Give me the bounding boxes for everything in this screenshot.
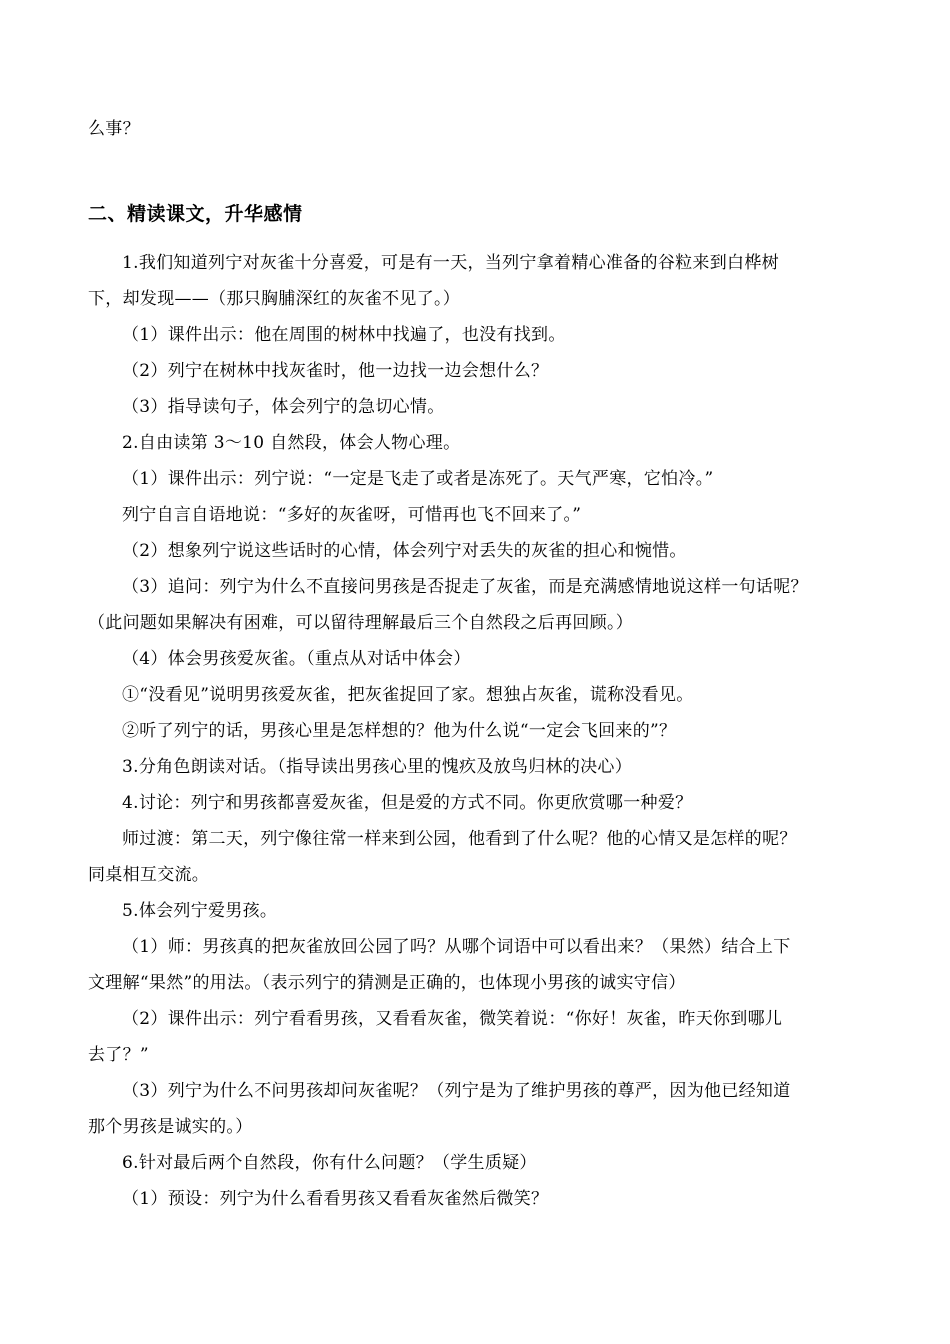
text-line: （2）想象列宁说这些话时的心情，体会列宁对丢失的灰雀的担心和惋惜。	[122, 541, 687, 561]
text-line: （4）体会男孩爱灰雀。（重点从对话中体会）	[122, 649, 471, 669]
text-line: 4.讨论：列宁和男孩都喜爱灰雀，但是爱的方式不同。你更欣赏哪一种爱？	[122, 793, 693, 813]
text-line: （1）课件出示：他在周围的树林中找遍了，也没有找到。	[122, 325, 566, 345]
text-line: 那个男孩是诚实的。）	[88, 1117, 253, 1137]
text-line: （3）列宁为什么不问男孩却问灰雀呢？（列宁是为了维护男孩的尊严，因为他已经知道	[122, 1081, 791, 1101]
text-line: 列宁自言自语地说：“多好的灰雀呀，可惜再也飞不回来了。”	[122, 505, 582, 525]
text-line: 文理解“果然”的用法。（表示列宁的猜测是正确的，也体现小男孩的诚实守信）	[88, 973, 686, 993]
text-line: （3）指导读句子，体会列宁的急切心情。	[122, 397, 445, 417]
text-line: 么事？	[88, 119, 140, 139]
text-line: （1）预设：列宁为什么看看男孩又看看灰雀然后微笑？	[122, 1189, 549, 1209]
text-line: 师过渡：第二天，列宁像往常一样来到公园，他看到了什么呢？他的心情又是怎样的呢？	[122, 829, 797, 849]
text-line: 去了？”	[88, 1045, 149, 1065]
text-line: 3.分角色朗读对话。（指导读出男孩心里的愧疚及放鸟归林的决心）	[122, 757, 633, 777]
text-line: 5.体会列宁爱男孩。	[122, 901, 278, 921]
text-line: 下，却发现——（那只胸脯深红的灰雀不见了。）	[88, 289, 461, 309]
text-line: （1）师：男孩真的把灰雀放回公园了吗？从哪个词语中可以看出来？（果然）结合上下	[122, 937, 791, 957]
text-line: 1.我们知道列宁对灰雀十分喜爱，可是有一天，当列宁拿着精心准备的谷粒来到白桦树	[122, 253, 779, 273]
text-line: 同桌相互交流。	[88, 865, 210, 885]
text-line: （2）课件出示：列宁看看男孩，又看看灰雀，微笑着说：“你好！灰雀，昨天你到哪儿	[122, 1009, 783, 1029]
text-line: ②听了列宁的话，男孩心里是怎样想的？他为什么说“一定会飞回来的”？	[122, 721, 677, 741]
text-line: 6.针对最后两个自然段，你有什么问题？（学生质疑）	[122, 1153, 537, 1173]
text-line: （3）追问：列宁为什么不直接问男孩是否捉走了灰雀，而是充满感情地说这样一句话呢？	[122, 577, 808, 597]
section-heading: 二、精读课文，升华感情	[88, 203, 303, 225]
text-line: （此问题如果解决有困难，可以留待理解最后三个自然段之后再回顾。）	[88, 613, 634, 633]
text-line: ①“没看见”说明男孩爱灰雀，把灰雀捉回了家。想独占灰雀，谎称没看见。	[122, 685, 694, 705]
text-line: （1）课件出示：列宁说：“一定是飞走了或者是冻死了。天气严寒，它怕冷。”	[122, 469, 714, 489]
text-line: 2.自由读第 3～10 自然段，体会人物心理。	[122, 433, 461, 453]
text-line: （2）列宁在树林中找灰雀时，他一边找一边会想什么？	[122, 361, 549, 381]
